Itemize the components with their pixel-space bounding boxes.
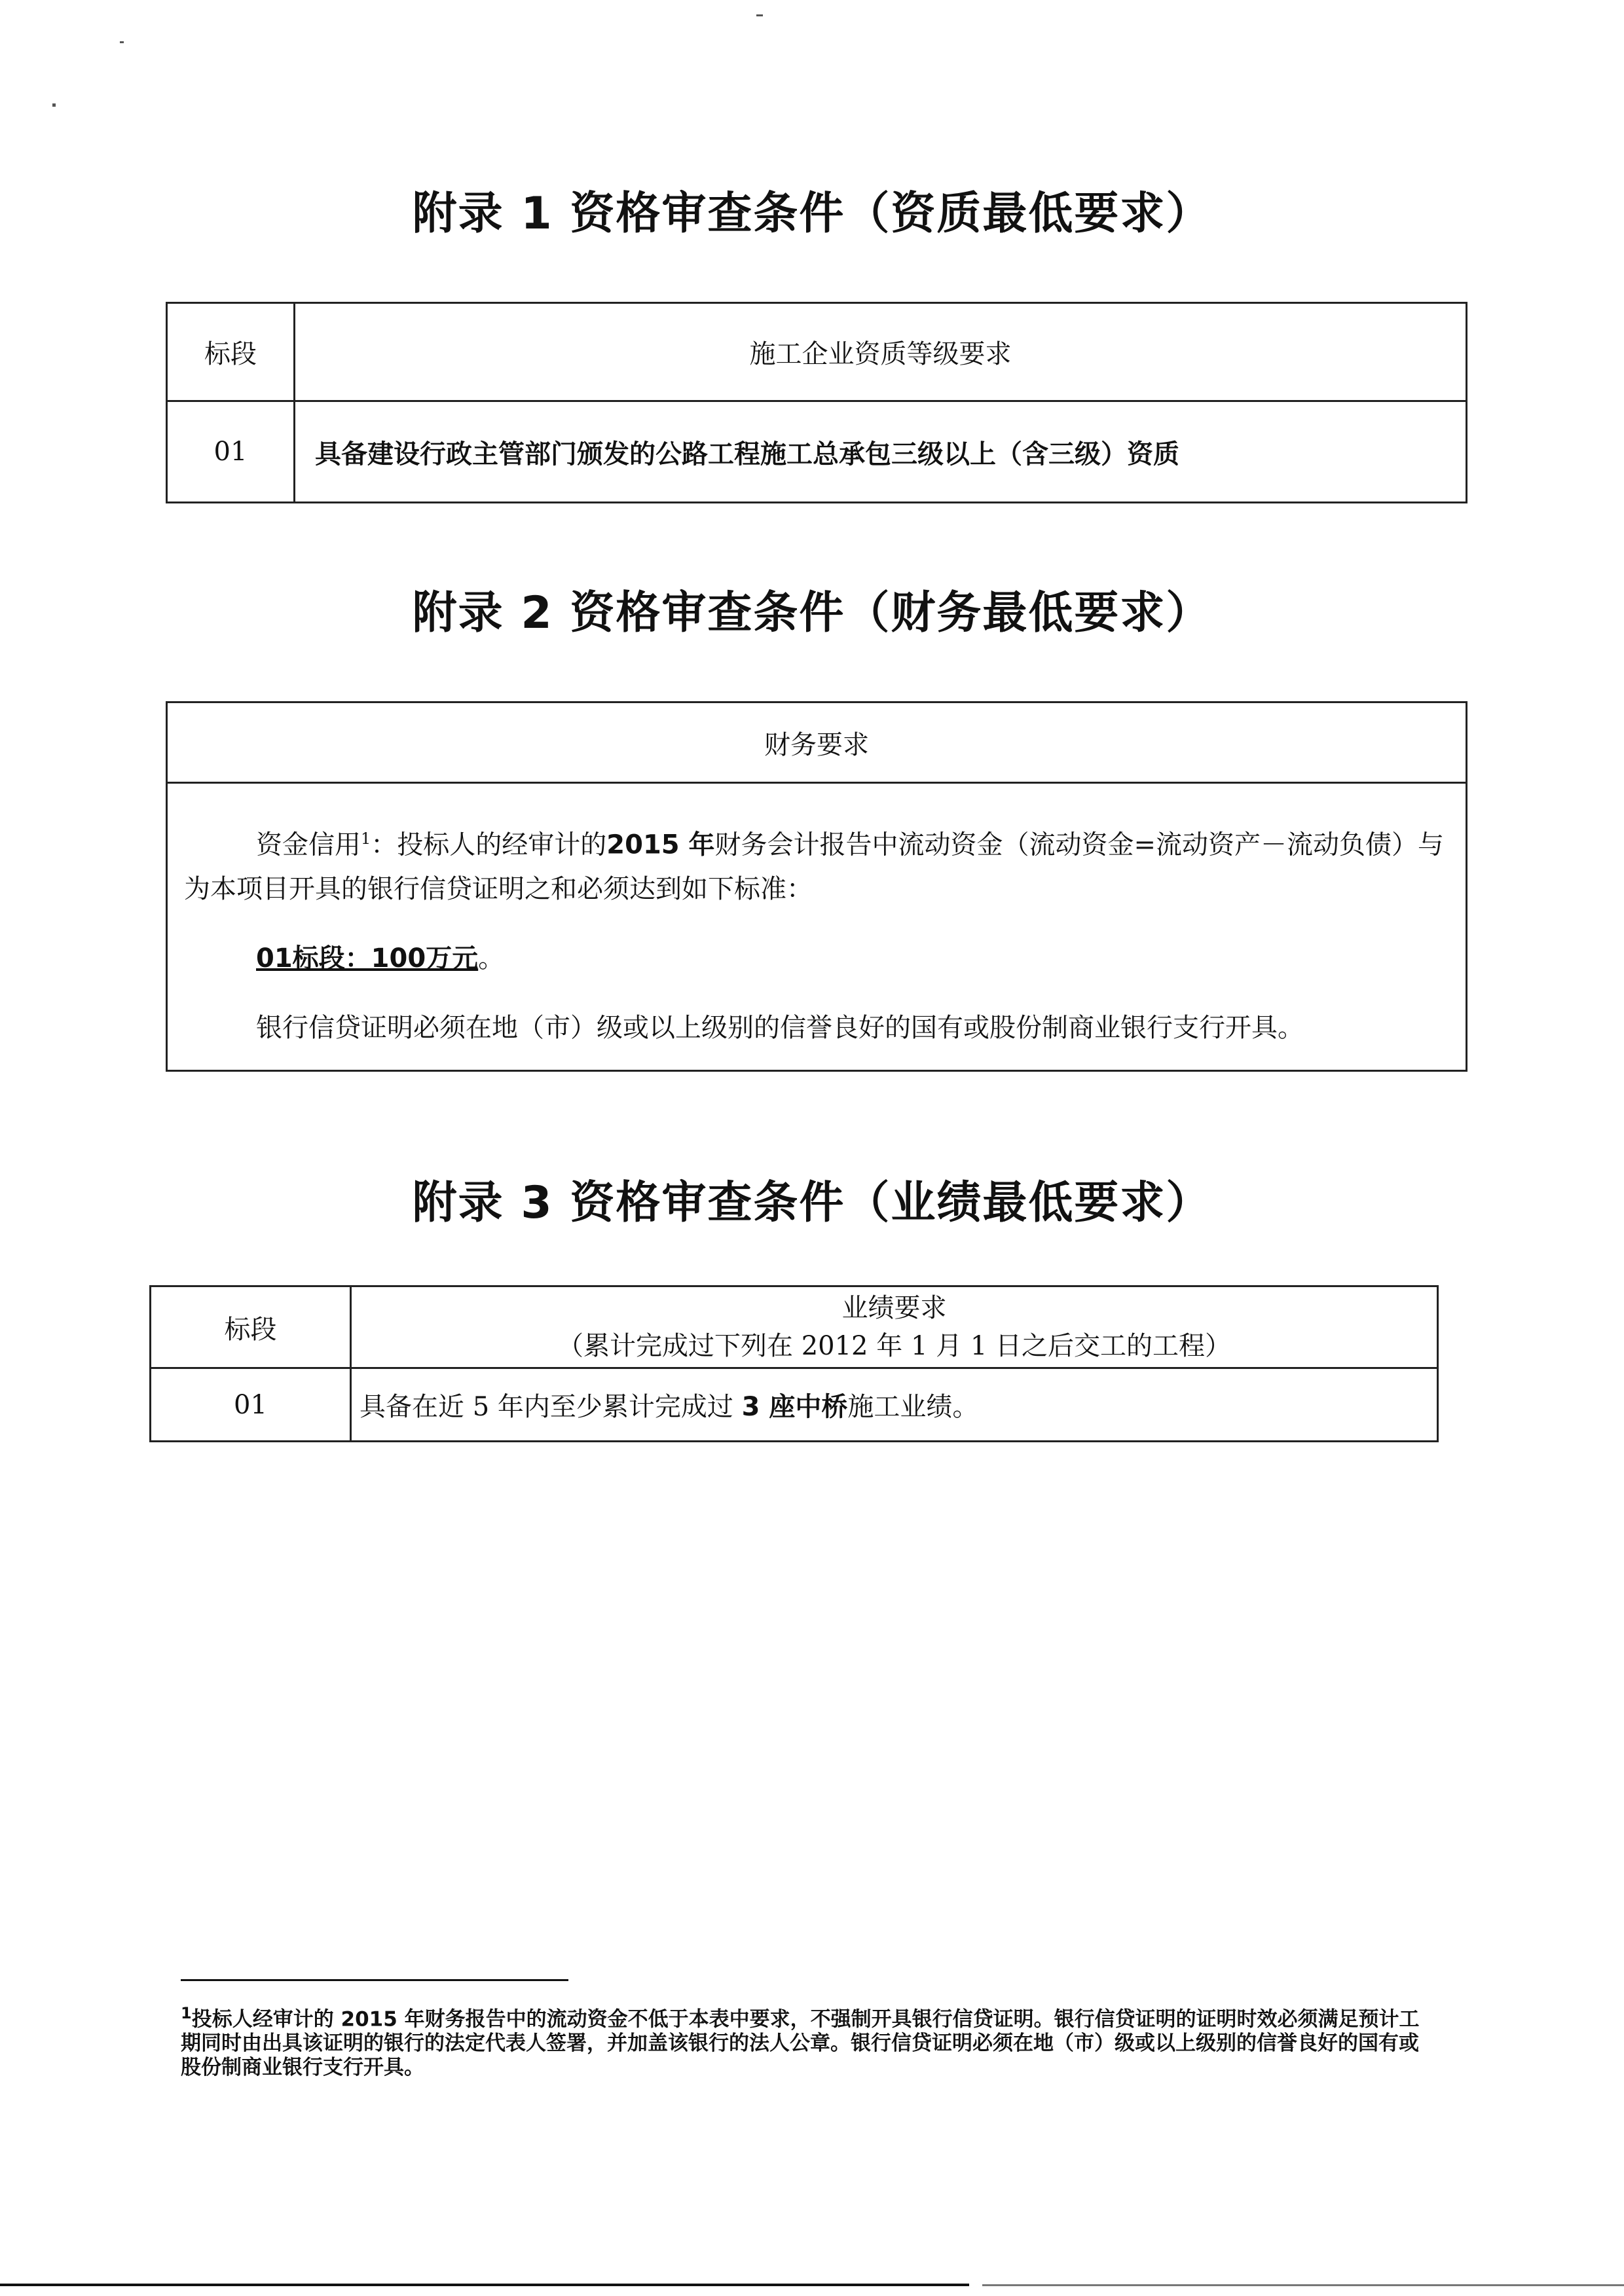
table-cell-section: 01 [167, 401, 295, 503]
finance-requirement-cell [167, 783, 1467, 1071]
table-cell-requirement: 具备建设行政主管部门颁发的公路工程施工总承包三级以上（含三级）资质 [295, 401, 1467, 503]
capital-credit-paragraph [184, 816, 1449, 911]
table-header-section: 标段 [151, 1286, 351, 1368]
capital-credit-label: 资金信用 [256, 829, 361, 860]
scan-speck [52, 103, 56, 107]
qualification-table [166, 302, 1467, 503]
audit-year: 2015 年 [606, 829, 715, 860]
footnote-divider [181, 1979, 568, 1981]
footnote [181, 2001, 1425, 2080]
paragraph-text: ：投标人的经审计的 [371, 829, 607, 860]
table-cell-performance [351, 1368, 1438, 1442]
footnote-mark: 1 [181, 2004, 192, 2022]
table-header-section: 标段 [167, 303, 295, 401]
performance-text: 具备在近 5 年内至少累计完成过 [360, 1392, 742, 1422]
paragraph-text: 财务会计报告中流动资金（流动资金=流动资产－流动负债）与为本项目开具的银行信贷证明之和必须达到如下标准： [184, 829, 1445, 905]
table-header-performance [351, 1286, 1438, 1368]
bank-credit-paragraph: 银行信贷证明必须在地（市）级或以上级别的信誉良好的国有或股份制商业银行支行开具。 [256, 1013, 1304, 1044]
table-header-requirement: 施工企业资质等级要求 [295, 303, 1467, 401]
footnote-text: 投标人经审计的 2015 年财务报告中的流动资金不低于本表中要求，不强制开具银行信贷证明。银行信贷证明的证明时效必须满足预计工期同时由出具该证明的银行的法定代表人签署，并加盖该银行的法人公章。银行信贷证明必须在地（市）级或以上级别的信誉良好的国有或股份制商业银行支行开具。 [181, 2007, 1420, 2080]
performance-highlight: 3 座中桥 [741, 1392, 848, 1422]
performance-header-line2: （累计完成过下列在 2012 年 1 月 1 日之后交工的工程） [557, 1331, 1231, 1361]
performance-header-line1: 业绩要求 [841, 1293, 947, 1323]
footnote-ref: 1 [361, 829, 371, 848]
scan-speck [756, 14, 763, 16]
scan-edge-line [982, 2284, 1624, 2286]
appendix2-title: 附录 2 资格审查条件（财务最低要求） [412, 587, 1212, 639]
appendix3-title: 附录 3 资格审查条件（业绩最低要求） [412, 1177, 1212, 1229]
standard-paragraph [184, 936, 1449, 981]
appendix1-title: 附录 1 资格审查条件（资质最低要求） [412, 188, 1212, 240]
scan-speck [120, 41, 124, 43]
performance-text: 施工业绩。 [847, 1392, 979, 1422]
standard-end: 。 [478, 943, 505, 974]
table-cell-section: 01 [151, 1368, 351, 1442]
scan-edge-line [0, 2284, 969, 2286]
table-header-finance: 财务要求 [167, 702, 1467, 783]
performance-table [149, 1285, 1439, 1442]
section-standard: 01标段：100万元 [256, 943, 479, 974]
finance-table [166, 701, 1467, 1072]
